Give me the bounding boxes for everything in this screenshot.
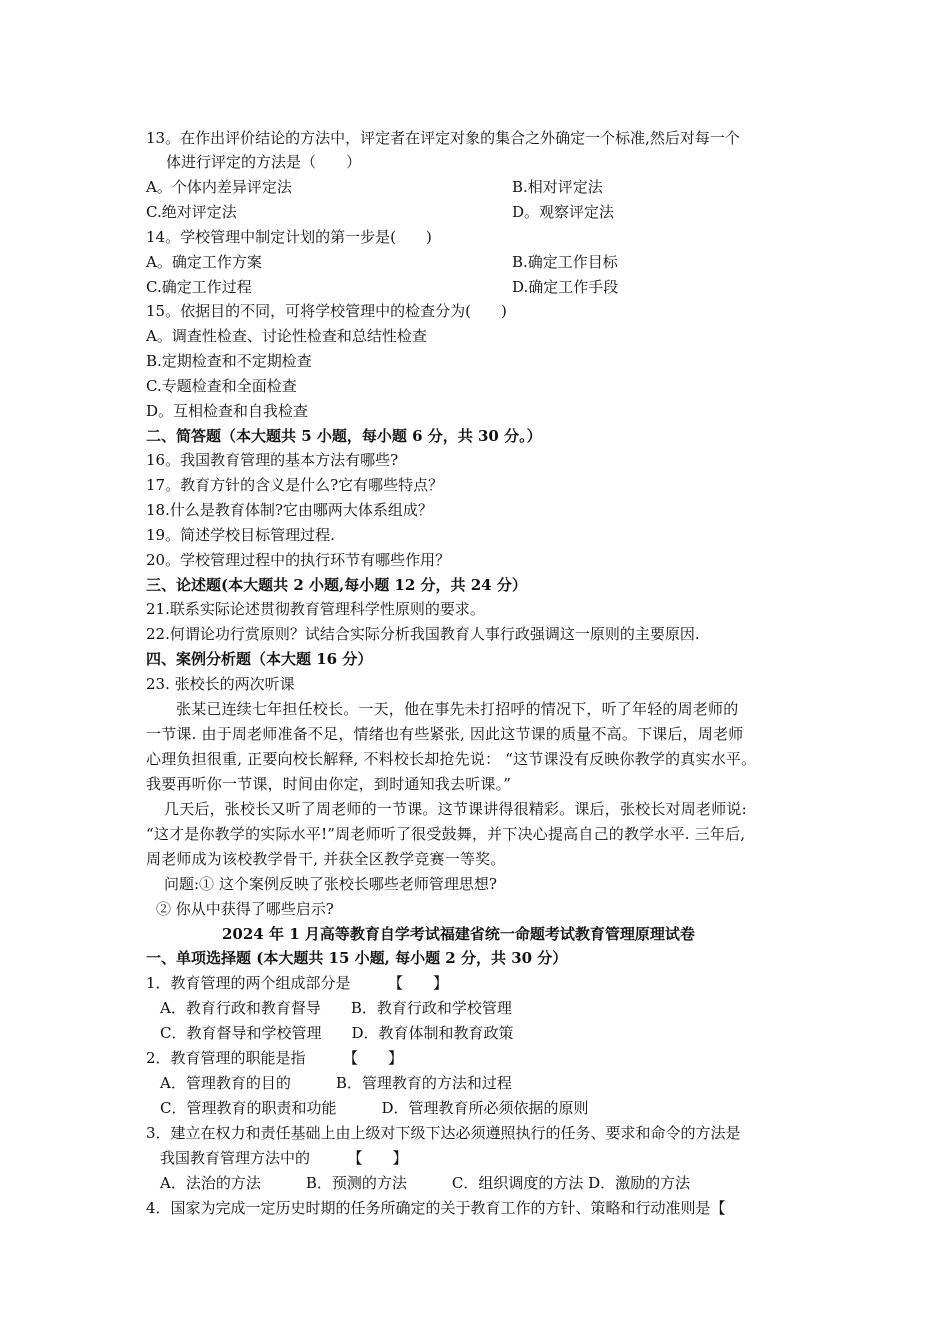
q16: 16。我国教育管理的基本方法有哪些?	[146, 451, 399, 469]
q13-option-d: D。观察评定法	[512, 203, 615, 221]
case-para1-line2: 一节课. 由于周老师准备不足，情绪也有些紧张, 因此这节课的质量不高。下课后，周老师	[146, 725, 744, 743]
section3-heading: 三、论述题(本大题共 2 小题,每小题 12 分，共 24 分）	[146, 576, 527, 594]
q14-option-b: B.确定工作目标	[512, 253, 618, 271]
q14-stem: 14。学校管理中制定计划的第一步是( )	[146, 228, 432, 246]
q13-option-c: C.绝对评定法	[146, 203, 237, 221]
q22: 22.何谓论功行赏原则？试结合实际分析我国教育人事行政强调这一原则的主要原因.	[146, 625, 700, 643]
q20: 20。学校管理过程中的执行环节有哪些作用？	[146, 551, 451, 569]
q14-option-c: C.确定工作过程	[146, 278, 252, 296]
q15-option-c: C.专题检查和全面检查	[146, 377, 297, 395]
q15-stem: 15。依据目的不同，可将学校管理中的检查分为( )	[146, 302, 507, 320]
q13-stem-line1: 13。在作出评价结论的方法中，评定者在评定对象的集合之外确定一个标准,然后对每一个	[146, 129, 740, 147]
case-question1: 问题:① 这个案例反映了张校长哪些老师管理思想?	[164, 875, 497, 893]
exam-title: 2024 年 1 月高等教育自学考试福建省统一命题考试教育管理原理试卷	[222, 925, 695, 943]
p2-q2-stem: 2．教育管理的职能是指 【 】	[146, 1049, 404, 1067]
q13-option-a: A。个体内差异评定法	[146, 178, 292, 196]
p2-q3-options: A．法治的方法 B．预测的方法 C．组织调度的方法 D．激励的方法	[160, 1174, 691, 1192]
q15-option-a: A。调查性检查、讨论性检查和总结性检查	[146, 327, 427, 345]
p2-q3-stem-line2: 我国教育管理方法中的 【 】	[160, 1149, 408, 1167]
section4-heading: 四、案例分析题（本大题 16 分）	[146, 650, 373, 668]
p2-q4-stem: 4．国家为完成一定历史时期的任务所确定的关于教育工作的方针、策略和行动准则是【	[146, 1199, 726, 1217]
case-para1-line4: 我要再听你一节课，时间由你定，到时通知我去听课。”	[146, 775, 512, 793]
p2-q2-options-cd: C．管理教育的职责和功能 D．管理教育所必须依据的原则	[160, 1099, 589, 1117]
q13-option-b: B.相对评定法	[512, 178, 603, 196]
q17: 17。教育方针的含义是什么?它有哪些特点？	[146, 476, 444, 494]
p2-q1-options-cd: C．教育督导和学校管理 D．教育体制和教育政策	[160, 1024, 514, 1042]
p2-q1-stem: 1．教育管理的两个组成部分是 【 】	[146, 974, 449, 992]
part2-section1-heading: 一、单项选择题 (本大题共 15 小题, 每小题 2 分，共 30 分）	[146, 949, 568, 967]
q13-stem-line2: 体进行评定的方法是（ ）	[166, 153, 362, 171]
q14-option-d: D.确定工作手段	[512, 278, 619, 296]
case-para1-line1: 张某已连续七年担任校长。一天，他在事先未打招呼的情况下，听了年轻的周老师的	[176, 700, 739, 718]
p2-q3-stem-line1: 3．建立在权力和责任基础上由上级对下级下达必须遵照执行的任务、要求和命令的方法是	[146, 1124, 741, 1142]
q19: 19。简述学校目标管理过程.	[146, 526, 335, 544]
q14-option-a: A。确定工作方案	[146, 253, 262, 271]
q15-option-d: D。互相检查和自我检查	[146, 402, 309, 420]
case-para2-line3: 周老师成为该校教学骨干, 并获全区教学竞赛一等奖。	[146, 850, 506, 868]
section2-heading: 二、简答题（本大题共 5 小题，每小题 6 分，共 30 分。）	[146, 427, 542, 445]
p2-q1-options-ab: A．教育行政和教育督导 B．教育行政和学校管理	[160, 999, 512, 1017]
case-para2-line1: 几天后，张校长又听了周老师的一节课。这节课讲得很精彩。课后，张校长对周老师说:	[164, 800, 747, 818]
case-para1-line3: 心理负担很重, 正要向校长解释, 不料校长却抢先说： “这节课没有反映你教学的真实水平。	[146, 750, 757, 768]
q18: 18.什么是教育体制?它由哪两大体系组成？	[146, 501, 433, 519]
p2-q2-options-ab: A．管理教育的目的 B．管理教育的方法和过程	[160, 1074, 512, 1092]
case-para2-line2: “这才是你教学的实际水平!”周老师听了很受鼓舞，并下决心提高自己的教学水平. 三年后,	[146, 825, 746, 843]
q15-option-b: B.定期检查和不定期检查	[146, 352, 312, 370]
case-question2: ② 你从中获得了哪些启示?	[156, 900, 334, 918]
q21: 21.联系实际论述贯彻教育管理科学性原则的要求。	[146, 600, 485, 618]
q23-title: 23. 张校长的两次听课	[146, 675, 295, 693]
